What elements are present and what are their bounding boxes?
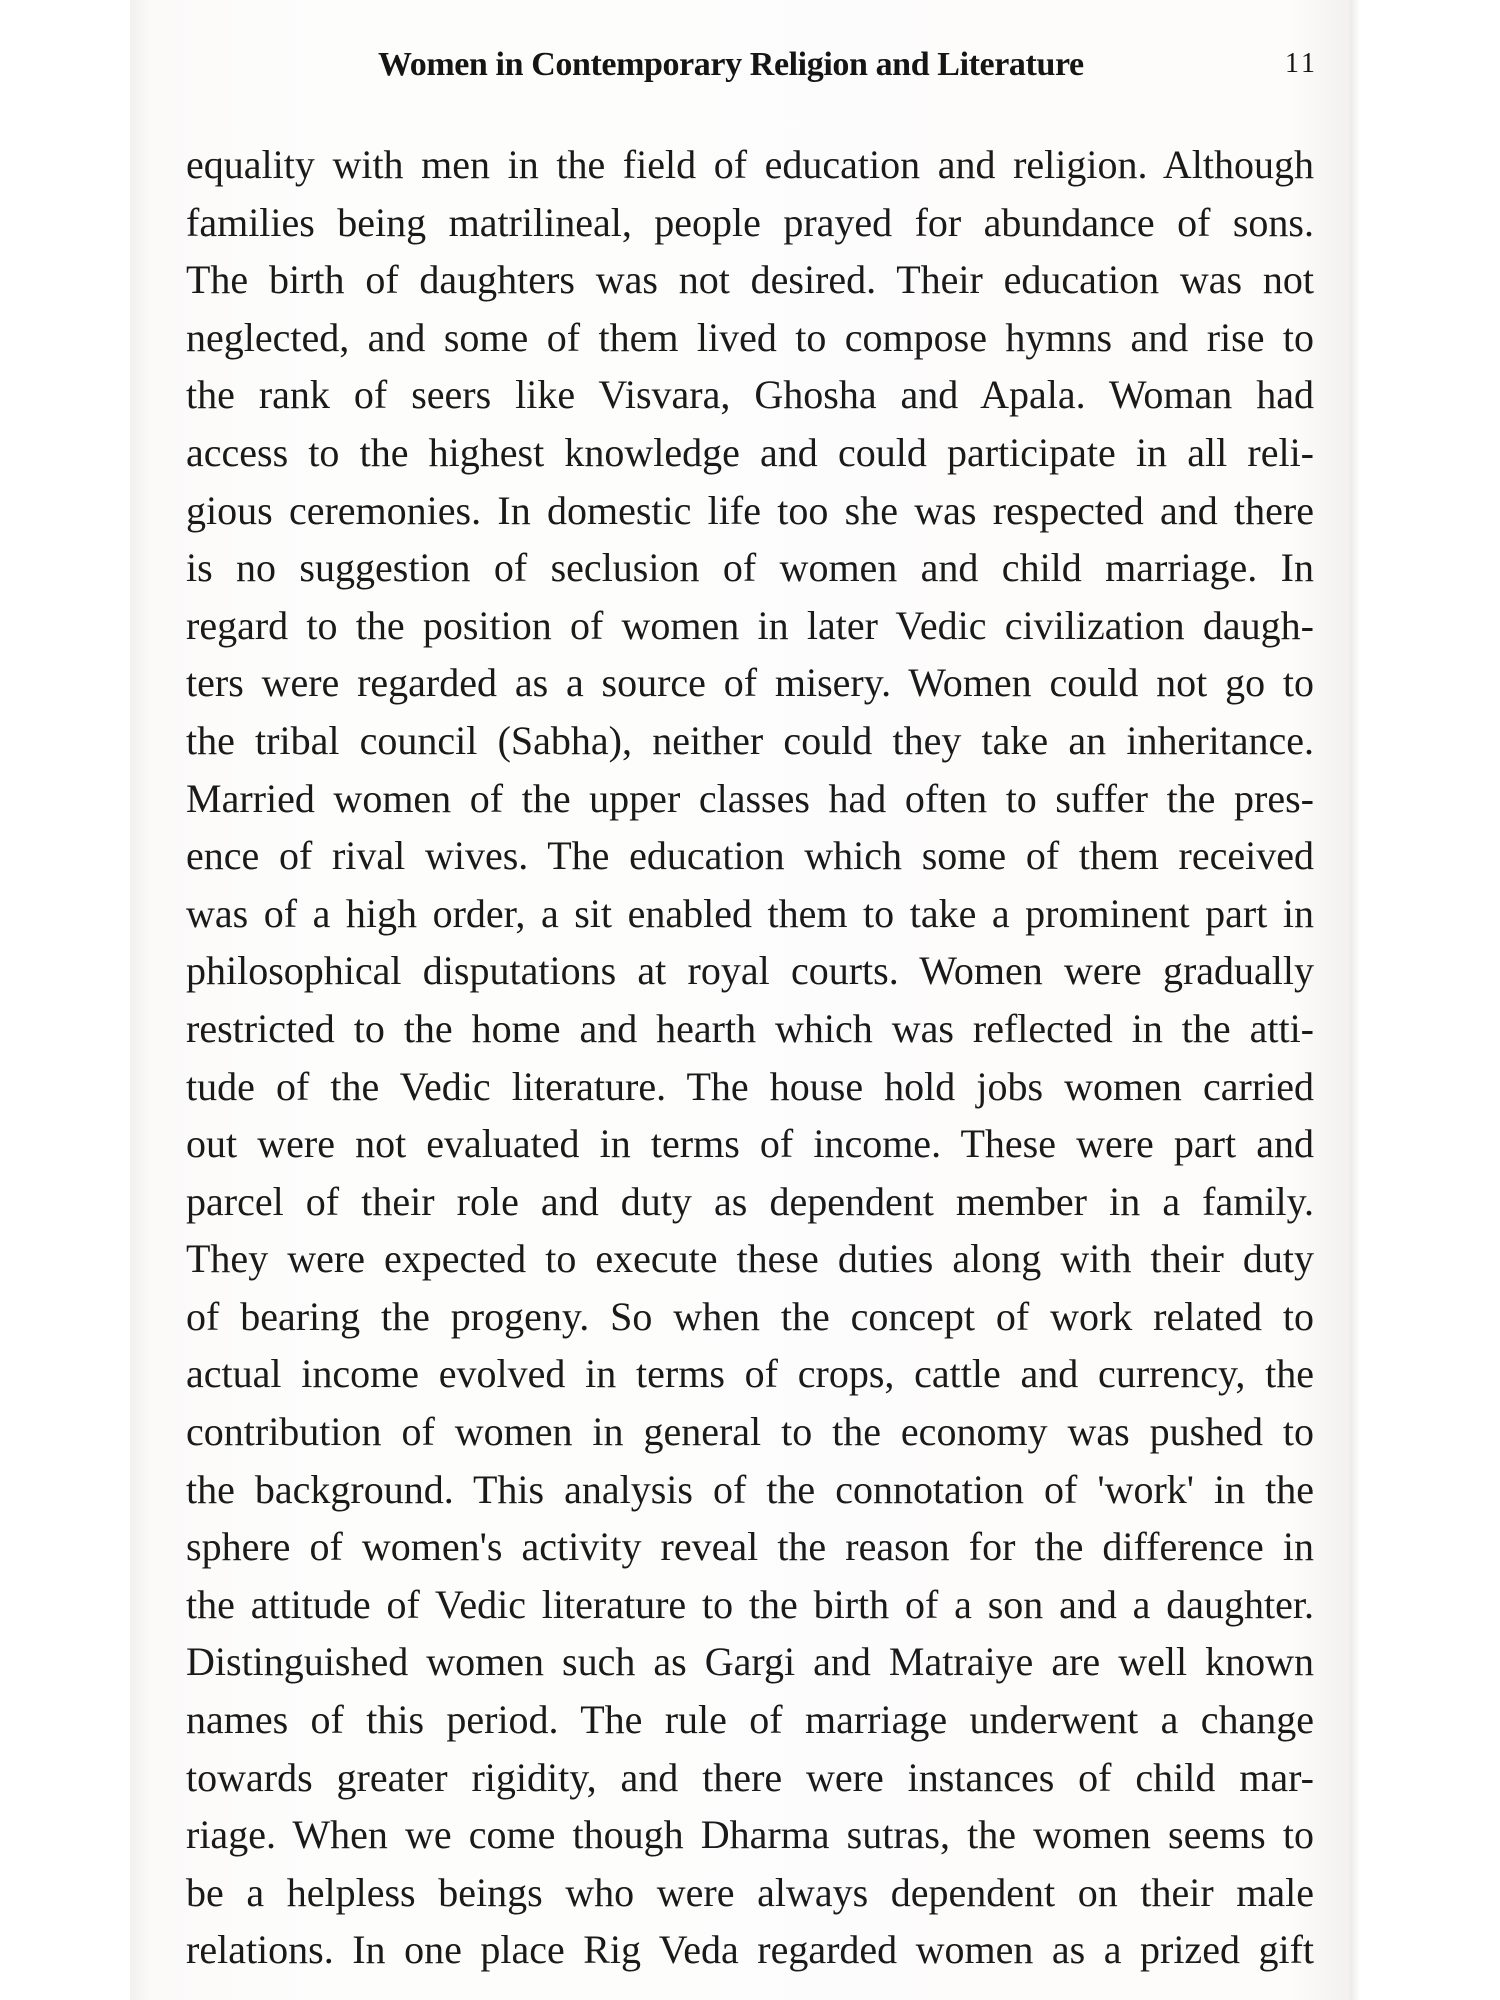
- text-line: Distinguished women such as Gargi and Matraiye are well known: [186, 1639, 1314, 1685]
- text-line: restricted to the home and hearth which was reflected in the atti-: [186, 1005, 1314, 1051]
- text-line: tude of the Vedic literature. The house hold jobs women carried: [186, 1063, 1314, 1109]
- running-title: Women in Contemporary Religion and Literature: [378, 46, 1084, 83]
- text-line: the rank of seers like Visvara, Ghosha and Apala. Woman had: [186, 372, 1314, 418]
- text-line: out were not evaluated in terms of income. These were part and: [186, 1121, 1314, 1167]
- text-line: Married women of the upper classes had often to suffer the pres-: [186, 775, 1314, 821]
- running-header: [248, 46, 1318, 90]
- text-line: access to the highest knowledge and could participate in all reli-: [186, 429, 1314, 475]
- text-line: regard to the position of women in later Vedic civilization daugh-: [186, 602, 1314, 648]
- text-line: actual income evolved in terms of crops, cattle and currency, the: [186, 1351, 1314, 1397]
- text-line: relations. In one place Rig Veda regarded women as a prized gift: [186, 1927, 1314, 1973]
- body-paragraph: [186, 136, 1314, 1979]
- text-line: sphere of women's activity reveal the reason for the difference in: [186, 1524, 1314, 1570]
- text-line: contribution of women in general to the economy was pushed to: [186, 1409, 1314, 1455]
- text-line: is no suggestion of seclusion of women and child marriage. In: [186, 545, 1314, 591]
- text-line: equality with men in the field of education and religion. Although: [186, 142, 1314, 187]
- text-line: The birth of daughters was not desired. Their education was not: [186, 257, 1314, 303]
- text-line: be a helpless beings who were always dependent on their male: [186, 1869, 1314, 1915]
- text-line: the tribal council (Sabha), neither could they take an inheritance.: [186, 717, 1314, 763]
- text-line: was of a high order, a sit enabled them to take a prominent part in: [186, 890, 1314, 936]
- text-line: gious ceremonies. In domestic life too she was respected and there: [186, 487, 1314, 533]
- text-line: parcel of their role and duty as dependent member in a family.: [186, 1178, 1314, 1224]
- text-line: names of this period. The rule of marriage underwent a change: [186, 1697, 1314, 1743]
- text-line: towards greater rigidity, and there were instances of child mar-: [186, 1754, 1314, 1800]
- text-line: of bearing the progeny. So when the concept of work related to: [186, 1293, 1314, 1339]
- text-line: philosophical disputations at royal courts. Women were gradually: [186, 948, 1314, 994]
- text-line: riage. When we come though Dharma sutras, the women seems to: [186, 1812, 1314, 1858]
- text-line: the background. This analysis of the connotation of 'work' in the: [186, 1466, 1314, 1512]
- text-line: ters were regarded as a source of misery. Women could not go to: [186, 660, 1314, 706]
- text-line: They were expected to execute these duties along with their duty: [186, 1236, 1314, 1282]
- text-line: ence of rival wives. The education which some of them received: [186, 833, 1314, 879]
- text-line: neglected, and some of them lived to compose hymns and rise to: [186, 314, 1314, 360]
- text-line: families being matrilineal, people prayed for abundance of sons.: [186, 199, 1314, 245]
- page-number: 11: [1285, 48, 1318, 79]
- text-line: the attitude of Vedic literature to the birth of a son and a daughter.: [186, 1581, 1314, 1627]
